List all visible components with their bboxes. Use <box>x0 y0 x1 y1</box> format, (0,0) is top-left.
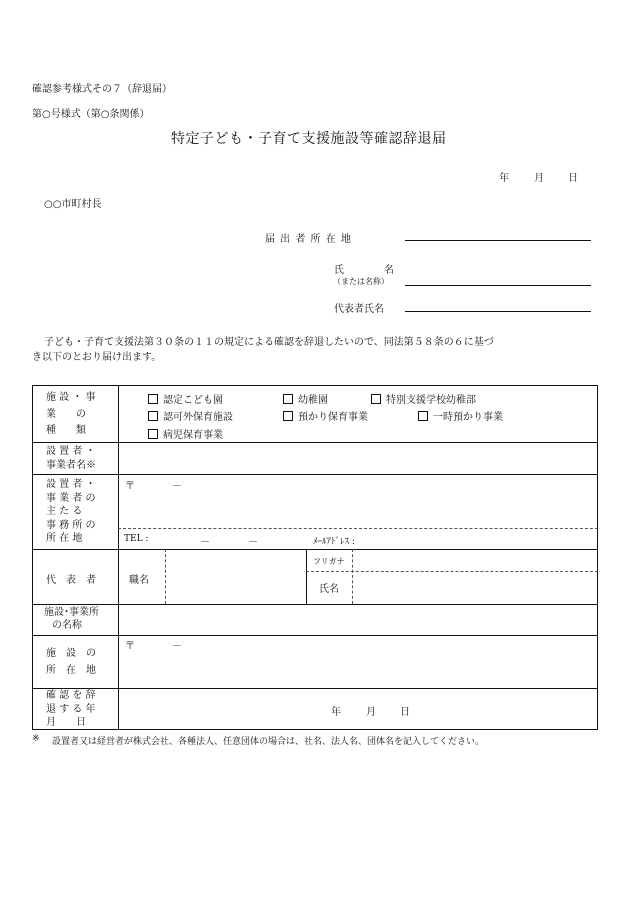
withdrawal-date-label <box>46 690 96 730</box>
operator-label-line: 事業者名※ <box>46 459 96 471</box>
position-dashed-divider <box>165 549 166 604</box>
checkbox-extended-care[interactable] <box>283 408 368 423</box>
row-divider <box>32 635 598 636</box>
office-label-line: 事 務 所 の <box>46 519 96 531</box>
checkbox-label: 預かり保育事業 <box>298 412 368 423</box>
representative-name-cell-field[interactable] <box>354 573 596 602</box>
name-sub-label: （または名称） <box>333 277 389 286</box>
checkbox-box[interactable] <box>148 411 158 421</box>
facility-type-label <box>46 392 96 438</box>
checkbox-label: 幼稚園 <box>298 395 328 406</box>
footnote-text: 設置者又は経営者が株式会社、各種法人、任意団体の場合は、社名、法人名、団体名を記入してください。 <box>52 737 485 747</box>
facility-name-label-line: 施設･事業所 <box>44 607 99 618</box>
notifier-address-label: 届 出 者 所 在 地 <box>265 234 352 245</box>
row-divider <box>32 549 598 550</box>
checkbox-special-school[interactable] <box>371 391 476 406</box>
facility-type-label-line: 種 類 <box>46 425 86 436</box>
office-address-field[interactable] <box>120 490 596 526</box>
checkbox-label: 認定こども園 <box>163 395 223 406</box>
withdrawal-year-label: 年 <box>331 707 341 718</box>
notifier-name-field[interactable] <box>405 285 591 286</box>
checkbox-sick-child-care[interactable] <box>148 426 223 441</box>
facility-postal-dash: － <box>172 641 182 652</box>
furigana-label: フリガナ <box>313 557 345 566</box>
email-label: ﾒｰﾙｱﾄﾞﾚｽ : <box>313 537 355 547</box>
representative-name-label: 代表者氏名 <box>334 304 384 315</box>
facility-name-label-line: の名称 <box>52 619 82 631</box>
withdrawal-label-line: 確 認 を 辞 <box>46 690 96 701</box>
office-label-line: 事 業 者 の <box>46 492 96 504</box>
tel-dash: － <box>248 537 258 548</box>
facility-address-label <box>46 648 96 677</box>
form-number-label: 第○号様式（第○条関係） <box>32 109 150 120</box>
addressee: ○○市町村長 <box>44 199 102 210</box>
representative-name-field[interactable] <box>405 311 591 312</box>
office-label-line: 主 た る <box>46 506 83 517</box>
checkbox-box[interactable] <box>148 429 158 439</box>
facility-address-label-line: 所 在 地 <box>46 664 96 676</box>
reference-form-label: 確認参考様式その７（辞退届） <box>32 84 172 95</box>
body-text-line2: き以下のとおり届け出ます。 <box>32 352 162 363</box>
representative-name-label-cell: 氏名 <box>319 584 339 595</box>
checkbox-kodomoen[interactable] <box>148 391 223 406</box>
checkbox-kindergarten[interactable] <box>283 391 328 406</box>
checkbox-temporary-care[interactable] <box>418 408 503 423</box>
withdrawal-day-label: 日 <box>400 707 410 718</box>
facility-name-label <box>44 607 99 632</box>
table-label-column-divider <box>118 385 119 730</box>
position-label: 職名 <box>129 575 149 586</box>
notifier-address-field[interactable] <box>405 240 591 241</box>
checkbox-label: 特別支援学校幼稚部 <box>386 395 476 406</box>
office-label-line: 所 在 地 <box>46 533 83 544</box>
checkbox-unlicensed-nursery[interactable] <box>148 408 233 423</box>
checkbox-box[interactable] <box>283 411 293 421</box>
operator-name-label <box>46 446 96 472</box>
facility-name-field[interactable] <box>120 606 596 633</box>
operator-label-line: 設 置 者 ・ <box>46 446 96 457</box>
withdrawal-label-line: 退 す る 年 <box>46 703 96 715</box>
representative-label: 代 表 者 <box>46 575 96 586</box>
date-day-label: 日 <box>568 173 578 184</box>
tel-dash: － <box>200 537 210 548</box>
withdrawal-label-line: 月 日 <box>46 717 86 728</box>
date-month-label: 月 <box>534 173 544 184</box>
checkbox-box[interactable] <box>371 394 381 404</box>
row-divider <box>32 604 598 605</box>
checkbox-box[interactable] <box>418 411 428 421</box>
facility-type-label-line: 施 設 ・ 事 <box>46 392 96 403</box>
name-column-divider <box>306 549 307 604</box>
date-year-label: 年 <box>499 173 509 184</box>
furigana-dashed-divider <box>352 549 353 604</box>
checkbox-label: 一時預かり事業 <box>433 412 503 423</box>
facility-type-label-line: 業 の <box>46 408 86 420</box>
facility-postal-mark: 〒 <box>125 641 135 652</box>
tel-label: TEL : <box>124 534 149 544</box>
name-label-second: 名 <box>384 265 394 276</box>
row-divider <box>32 688 598 689</box>
office-label-line: 設 置 者 ・ <box>46 479 96 490</box>
postal-dash: － <box>172 481 182 492</box>
document-title: 特定子ども・子育て支援施設等確認辞退届 <box>171 131 447 147</box>
facility-address-field[interactable] <box>120 650 596 686</box>
furigana-row-dashed-divider <box>306 571 598 572</box>
position-field[interactable] <box>167 551 304 602</box>
postal-mark: 〒 <box>125 481 135 492</box>
body-text-line1: 子ども・子育て支援法第３０条の１１の規定による確認を辞退したいので、同法第５８条の６に基づ <box>44 337 494 348</box>
office-address-label <box>46 479 96 546</box>
name-label-first: 氏 <box>334 265 344 276</box>
row-divider <box>32 442 598 443</box>
footnote-mark: ※ <box>32 734 40 744</box>
checkbox-box[interactable] <box>148 394 158 404</box>
withdrawal-month-label: 月 <box>366 707 376 718</box>
office-row-dashed-divider <box>118 528 598 529</box>
row-divider <box>32 474 598 475</box>
checkbox-box[interactable] <box>283 394 293 404</box>
checkbox-label: 病児保育事業 <box>163 430 223 441</box>
operator-name-field[interactable] <box>120 444 596 472</box>
checkbox-label: 認可外保育施設 <box>163 412 233 423</box>
facility-address-label-line: 施 設 の <box>46 648 96 659</box>
